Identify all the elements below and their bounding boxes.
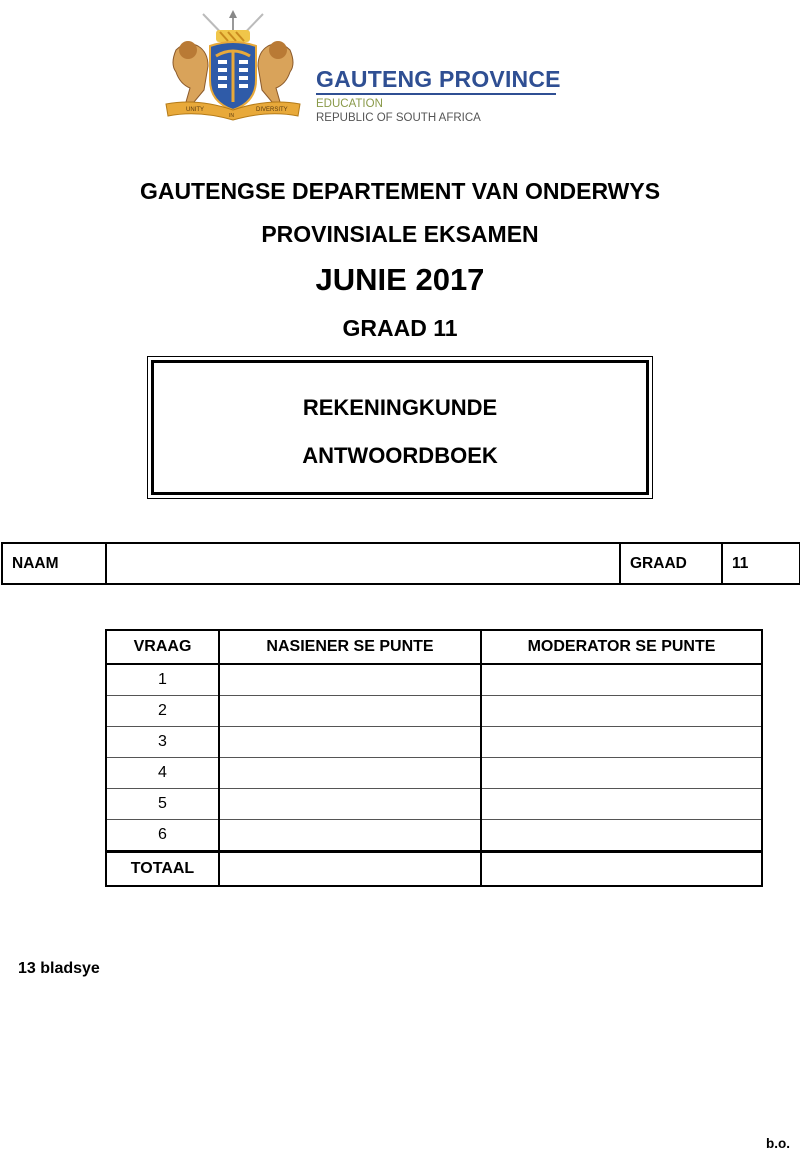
marker-marks-input[interactable] bbox=[220, 696, 484, 726]
total-row bbox=[106, 852, 762, 887]
moderator-marks-cell[interactable] bbox=[481, 664, 762, 696]
header-marker-marks: NASIENER SE PUNTE bbox=[219, 630, 481, 664]
moderator-marks-input[interactable] bbox=[482, 696, 765, 726]
total-marker-input[interactable] bbox=[220, 854, 484, 884]
name-label: NAAM bbox=[2, 543, 106, 584]
question-number: 2 bbox=[106, 696, 219, 727]
moderator-marks-cell[interactable] bbox=[481, 758, 762, 789]
table-row bbox=[106, 820, 762, 852]
moderator-marks-cell[interactable] bbox=[481, 820, 762, 852]
marker-marks-input[interactable] bbox=[220, 727, 484, 757]
header-moderator-marks: MODERATOR SE PUNTE bbox=[481, 630, 762, 664]
table-row bbox=[106, 696, 762, 727]
motto-right: DIVERSITY bbox=[256, 107, 288, 113]
grade-title: GRAAD 11 bbox=[342, 315, 458, 341]
header-question: VRAAG bbox=[106, 630, 219, 664]
moderator-marks-cell[interactable] bbox=[481, 789, 762, 820]
moderator-marks-cell[interactable] bbox=[481, 727, 762, 758]
gauteng-logo bbox=[158, 10, 568, 122]
continue-marker: b.o. bbox=[766, 1136, 790, 1151]
marks-table bbox=[105, 629, 763, 887]
grade-value: 11 bbox=[722, 543, 800, 584]
department-name: EDUCATION bbox=[316, 98, 383, 110]
table-row bbox=[106, 727, 762, 758]
question-number: 3 bbox=[106, 727, 219, 758]
marks-header-row bbox=[106, 630, 762, 664]
moderator-marks-input[interactable] bbox=[482, 789, 765, 819]
marker-marks-input[interactable] bbox=[220, 789, 484, 819]
marker-marks-cell[interactable] bbox=[219, 664, 481, 696]
marker-marks-input[interactable] bbox=[220, 820, 484, 850]
name-cell[interactable] bbox=[106, 543, 620, 584]
motto-left: UNITY bbox=[186, 107, 204, 113]
province-name: GAUTENG PROVINCE bbox=[316, 66, 561, 92]
moderator-marks-input[interactable] bbox=[482, 820, 765, 850]
marker-marks-input[interactable] bbox=[220, 665, 484, 695]
total-label: TOTAAL bbox=[106, 852, 219, 887]
total-moderator-cell[interactable] bbox=[481, 852, 762, 887]
candidate-info-table bbox=[1, 542, 800, 585]
question-number: 1 bbox=[106, 664, 219, 696]
subject-box-inner bbox=[151, 360, 649, 495]
question-number: 4 bbox=[106, 758, 219, 789]
booklet-type: ANTWOORDBOEK bbox=[302, 443, 498, 468]
subject-box bbox=[147, 356, 653, 499]
subject-name: REKENINGKUNDE bbox=[302, 395, 498, 420]
marker-marks-cell[interactable] bbox=[219, 758, 481, 789]
marker-marks-cell[interactable] bbox=[219, 696, 481, 727]
marker-marks-cell[interactable] bbox=[219, 820, 481, 852]
moderator-marks-input[interactable] bbox=[482, 727, 765, 757]
session-title: JUNIE 2017 bbox=[315, 262, 485, 297]
motto-center: IN bbox=[229, 113, 234, 119]
candidate-info-row bbox=[2, 543, 800, 584]
moderator-marks-input[interactable] bbox=[482, 758, 765, 788]
coat-of-arms-icon bbox=[158, 10, 308, 122]
province-underline bbox=[316, 93, 556, 95]
marker-marks-cell[interactable] bbox=[219, 789, 481, 820]
marker-marks-cell[interactable] bbox=[219, 727, 481, 758]
table-row bbox=[106, 758, 762, 789]
total-moderator-input[interactable] bbox=[482, 854, 765, 884]
exam-title: PROVINSIALE EKSAMEN bbox=[261, 221, 539, 247]
question-number: 5 bbox=[106, 789, 219, 820]
table-row bbox=[106, 664, 762, 696]
country-name: REPUBLIC OF SOUTH AFRICA bbox=[316, 112, 481, 124]
moderator-marks-cell[interactable] bbox=[481, 696, 762, 727]
grade-label: GRAAD bbox=[620, 543, 722, 584]
moderator-marks-input[interactable] bbox=[482, 665, 765, 695]
name-field[interactable] bbox=[116, 545, 623, 583]
table-row bbox=[106, 789, 762, 820]
total-marker-cell[interactable] bbox=[219, 852, 481, 887]
page-count: 13 bladsye bbox=[18, 960, 100, 977]
department-title: GAUTENGSE DEPARTEMENT VAN ONDERWYS bbox=[139, 178, 661, 204]
question-number: 6 bbox=[106, 820, 219, 852]
marker-marks-input[interactable] bbox=[220, 758, 484, 788]
